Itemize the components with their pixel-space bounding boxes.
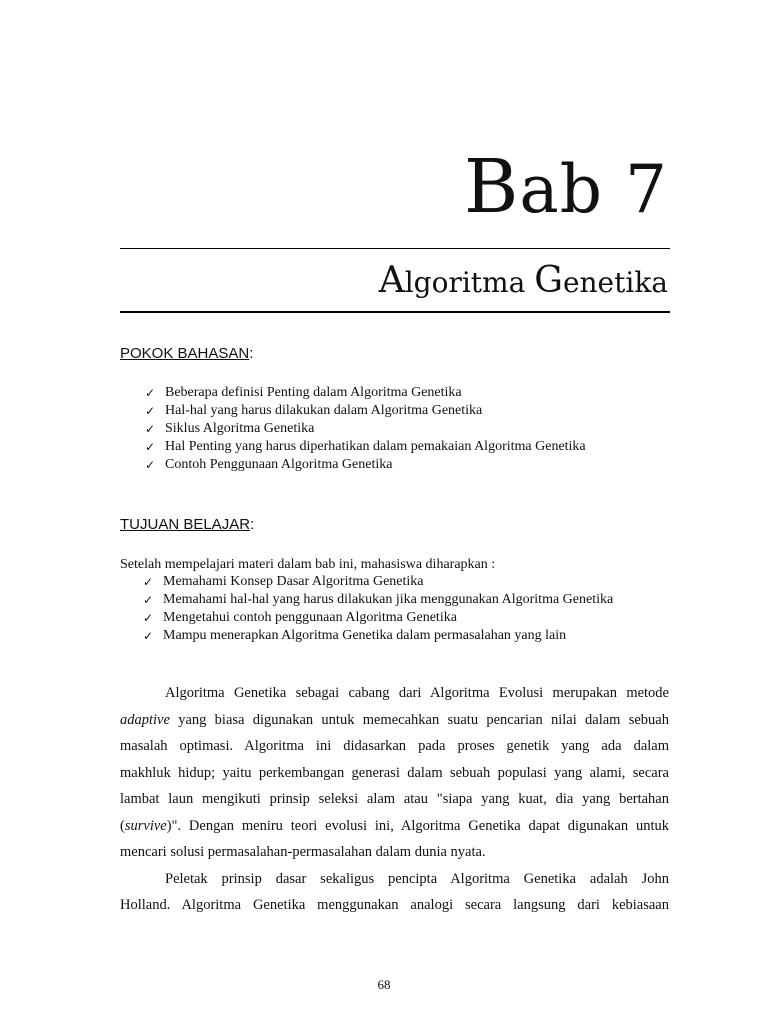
paragraph-2-line-2: Holland. Algoritma Genetika menggunakan analogi secara langsung dari kebiasaan bbox=[120, 897, 669, 913]
list-item-text: Memahami Konsep Dasar Algoritma Genetika bbox=[163, 574, 424, 589]
subtitle-cap-g: G bbox=[534, 260, 563, 301]
check-icon: ✓ bbox=[145, 386, 156, 400]
paragraph-1-line-5: lambat laun mengikuti prinsip seleksi alam atau "siapa yang kuat, dia yang bertahan bbox=[120, 791, 669, 807]
check-icon: ✓ bbox=[145, 458, 156, 472]
check-icon: ✓ bbox=[143, 611, 154, 625]
pokok-bahasan-heading bbox=[120, 345, 253, 362]
list-item-text: Contoh Penggunaan Algoritma Genetika bbox=[165, 457, 393, 472]
check-icon: ✓ bbox=[143, 629, 154, 643]
italic-term-adaptive: adaptive bbox=[120, 711, 170, 728]
tujuan-intro: Setelah mempelajari materi dalam bab ini, mahasiswa diharapkan : bbox=[120, 557, 496, 572]
paragraph-1-line-1: Algoritma Genetika sebagai cabang dari Algoritma Evolusi merupakan metode bbox=[165, 685, 669, 701]
list-item-text: Mampu menerapkan Algoritma Genetika dalam permasalahan yang lain bbox=[163, 628, 567, 643]
list-item bbox=[141, 384, 586, 402]
list-item-text: Hal-hal yang harus dilakukan dalam Algoritma Genetika bbox=[165, 403, 483, 418]
list-item bbox=[141, 456, 586, 474]
list-item bbox=[139, 627, 613, 645]
pokok-heading-colon: : bbox=[249, 345, 254, 362]
list-item bbox=[141, 420, 586, 438]
subtitle-word-1: lgoritma bbox=[404, 266, 535, 299]
list-item-text: Beberapa definisi Penting dalam Algoritma Genetika bbox=[165, 385, 462, 400]
check-icon: ✓ bbox=[143, 575, 154, 589]
italic-term-survive: survive bbox=[124, 817, 167, 834]
subtitle-cap-a: A bbox=[378, 260, 405, 301]
pokok-bahasan-list bbox=[141, 384, 586, 474]
list-item bbox=[141, 402, 586, 420]
line-text: )". Dengan meniru teori evolusi ini, Algoritma Genetika dapat digunakan untuk bbox=[166, 817, 669, 834]
list-item bbox=[139, 573, 613, 591]
title-rule-bottom bbox=[120, 311, 670, 313]
paragraph-1-line-6 bbox=[120, 813, 669, 840]
paragraph-1-line-4: makhluk hidup; yaitu perkembangan generasi dalam sebuah populasi yang alami, secara bbox=[120, 764, 669, 781]
list-item bbox=[139, 609, 613, 627]
chapter-title-initial: B bbox=[464, 144, 520, 230]
check-icon: ✓ bbox=[145, 422, 156, 436]
subtitle-word-2: enetika bbox=[562, 266, 668, 299]
check-icon: ✓ bbox=[143, 593, 154, 607]
line-text: yang biasa digunakan untuk memecahkan suatu pencarian nilai dalam sebuah bbox=[169, 711, 669, 728]
list-item bbox=[139, 591, 613, 609]
tujuan-belajar-heading bbox=[120, 516, 254, 533]
paragraph-2-line-1: Peletak prinsip dasar sekaligus pencipta Algoritma Genetika adalah John bbox=[165, 870, 669, 887]
check-icon: ✓ bbox=[145, 404, 156, 418]
line-text: ( bbox=[120, 817, 125, 834]
body-text bbox=[120, 680, 669, 919]
list-item bbox=[141, 438, 586, 456]
title-rule-top bbox=[120, 248, 670, 249]
list-item-text: Memahami hal-hal yang harus dilakukan jika menggunakan Algoritma Genetika bbox=[163, 592, 614, 607]
check-icon: ✓ bbox=[145, 440, 156, 454]
chapter-title-rest: ab 7 bbox=[519, 151, 668, 228]
paragraph-1-line-7: mencari solusi permasalahan-permasalahan dalam dunia nyata. bbox=[120, 844, 486, 860]
paragraph-1-line-2 bbox=[120, 707, 669, 734]
list-item-text: Mengetahui contoh penggunaan Algoritma Genetika bbox=[163, 610, 457, 625]
tujuan-heading-text: TUJUAN BELAJAR bbox=[120, 516, 251, 533]
list-item-text: Hal Penting yang harus diperhatikan dalam pemakaian Algoritma Genetika bbox=[165, 439, 586, 454]
paragraph-1-line-3: masalah optimasi. Algoritma ini didasarkan pada proses genetik yang ada dalam bbox=[120, 738, 669, 754]
chapter-title bbox=[464, 144, 668, 230]
tujuan-belajar-list bbox=[139, 573, 613, 645]
pokok-heading-text: POKOK BAHASAN bbox=[120, 345, 250, 362]
page-number: 68 bbox=[377, 977, 391, 992]
tujuan-heading-colon: : bbox=[250, 516, 255, 533]
list-item-text: Siklus Algoritma Genetika bbox=[165, 421, 315, 436]
chapter-subtitle bbox=[378, 260, 668, 301]
